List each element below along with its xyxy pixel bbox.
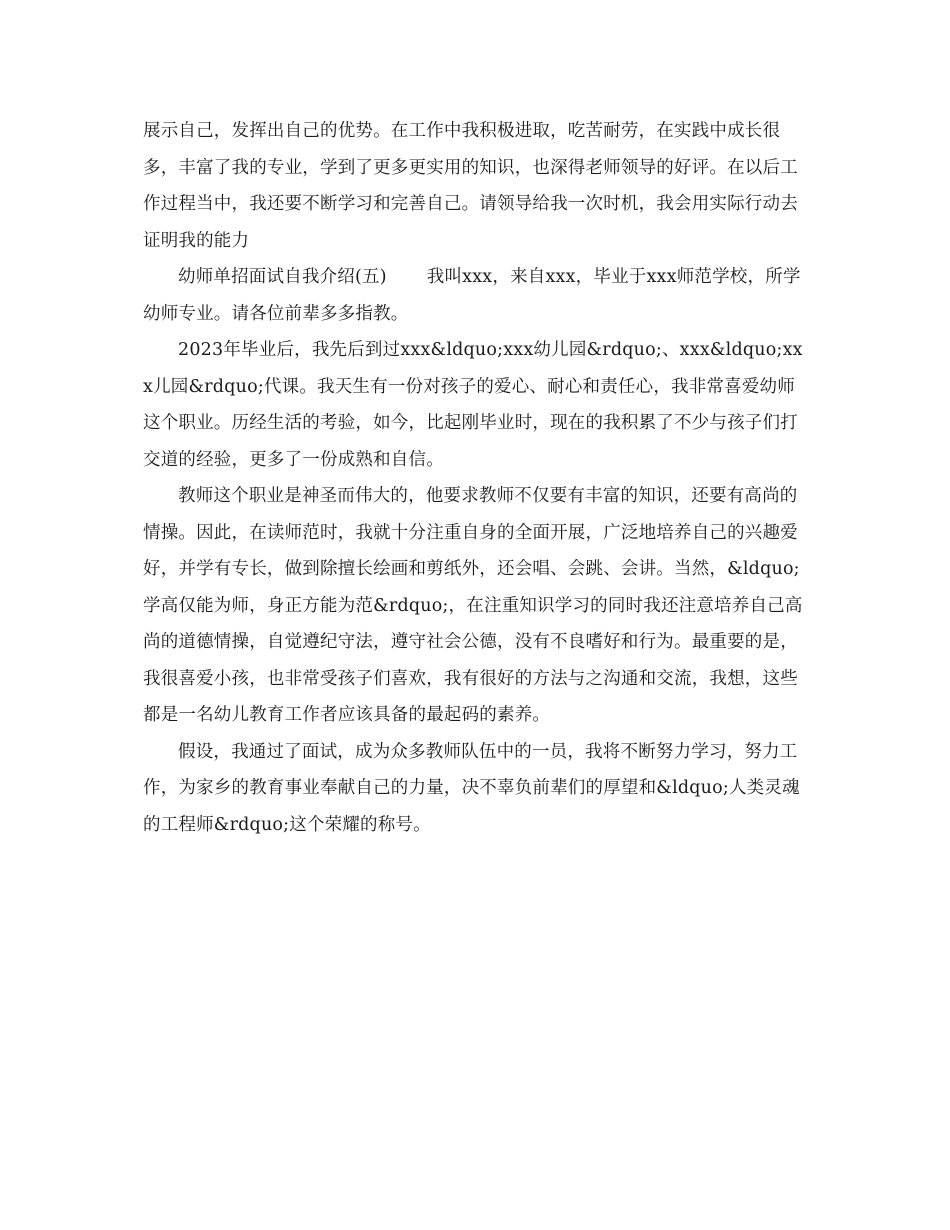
paragraph-2-text: 我叫xxx，来自xxx，毕业于xxx师范学校，所学幼师专业。请各位前辈多多指教。 [143,267,801,324]
paragraph-3: 2023年毕业后，我先后到过xxx&ldquo;xxx幼儿园&rdquo;、xxx&ldquo;xxx儿园&rdquo;代课。我天生有一份对孩子的爱心、耐心和责任心，我非常喜爱幼师这个职业。历经生活的考验，如今，比起刚毕业时，现在的我积累了不少与孩子们打交道的经验，更多了一份成熟和自信。 [143,340,803,470]
paragraph-2 [143,259,808,332]
paragraph-5: 假设，我通过了面试，成为众多教师队伍中的一员，我将不断努力学习，努力工作，为家乡的教育事业奉献自己的力量，决不辜负前辈们的厚望和&ldquo;人类灵魂的工程师&rdquo;这个荣耀的称号。 [143,741,800,835]
section-title: 幼师单招面试自我介绍(五) [178,267,387,287]
document-body [143,113,808,843]
paragraph-1: 展示自己，发挥出自己的优势。在工作中我积极进取，吃苦耐劳，在实践中成长很多，丰富了我的专业，学到了更多更实用的知识，也深得老师领导的好评。在以后工作过程当中，我还要不断学习和完善自己。请领导给我一次时机，我会用实际行动去证明我的能力 [143,121,798,251]
paragraph-4: 教师这个职业是神圣而伟大的，他要求教师不仅要有丰富的知识，还要有高尚的情操。因此，在读师范时，我就十分注重自身的全面开展，广泛地培养自己的兴趣爱好，并学有专长，做到除擅长绘画和剪纸外，还会唱、会跳、会讲。当然，&ldquo;学高仅能为师，身正方能为范&rdquo;，在注重知识学习的同时我还注意培养自己高尚的道德情操，自觉遵纪守法，遵守社会公德，没有不良嗜好和行为。最重要的是，我很喜爱小孩，也非常受孩子们喜欢，我有很好的方法与之沟通和交流，我想，这些都是一名幼儿教育工作者应该具备的最起码的素养。 [143,486,803,725]
